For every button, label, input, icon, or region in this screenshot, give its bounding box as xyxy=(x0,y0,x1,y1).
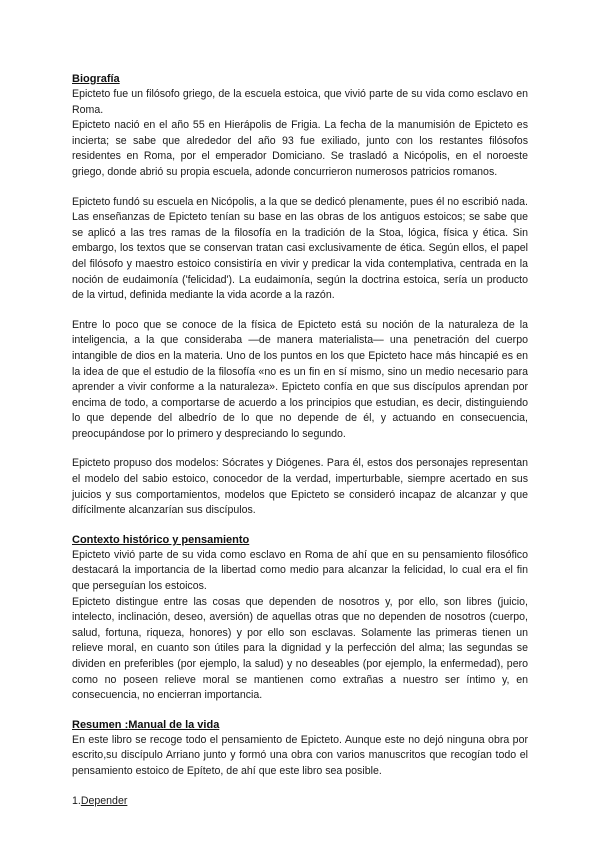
section-contexto xyxy=(72,533,528,704)
numbered-list-item xyxy=(72,794,528,809)
paragraph: Epicteto fue un filósofo griego, de la escuela estoica, que vivió parte de su vida como esclavo en Roma. xyxy=(72,88,528,116)
paragraph: Entre lo poco que se conoce de la física de Epicteto está su noción de la naturaleza de la inteligencia, a la que consideraba —de manera materialista— una penetración del cuerpo intangible de dios en la materia. Uno de los puntos en los que Epicteto hace más hincapié es en la idea de que el estudio de la filosofía «no es un fin en sí mismo, sino un medio necesario para aprender a vivir conforme a la naturaleza». Epicteto confía en que sus discípulos aprendan por encima de todo, a comportarse de acuerdo a los principios que estudian, es decir, distinguiendo lo que depende del albedrío de lo que no depende de él, y actuando en consecuencia, preocupándose por lo primero y despreciando lo segundo. xyxy=(72,318,528,440)
section-heading: Resumen :Manual de la vida xyxy=(72,718,220,731)
section-biografia xyxy=(72,72,528,519)
list-number: 1. xyxy=(72,794,81,807)
paragraph: Epicteto propuso dos modelos: Sócrates y Diógenes. Para él, estos dos personajes representan el modelo del sabio estoico, conocedor de la verdad, imperturbable, siempre acertado en sus juicios y sus comportamientos, modelos que Epicteto se consideró incapaz de alcanzar y que difícilmente alcanzarían sus discípulos. xyxy=(72,457,528,517)
paragraph: En este libro se recoge todo el pensamiento de Epicteto. Aunque este no dejó ninguna obra por escrito,su discípulo Arriano junto y formó una obra con varios manuscritos que recogían todo el pensamiento estoico de Epíteto, de ahí que este libro sea posible. xyxy=(72,733,528,777)
list-item-label: Depender xyxy=(80,794,128,807)
section-heading: Biografía xyxy=(72,73,120,85)
paragraph: Epicteto nació en el año 55 en Hierápolis de Frigia. La fecha de la manumisión de Epicteto es incierta; se sabe que alrededor del año 93 fue exiliado, junto con los restantes filósofos residentes en Roma, por el emperador Domiciano. Se trasladó a Nicópolis, en el noroeste griego, donde abrió su propia escuela, adonde concurrieron numerosos patricios romanos. xyxy=(72,119,528,178)
paragraph: Epicteto vivió parte de su vida como esclavo en Roma de ahí que en su pensamiento filosófico destacará la importancia de la libertad como medio para alcanzar la felicidad, lo cual era el fin que perseguían los estoicos. xyxy=(72,548,528,593)
paragraph: Epicteto distingue entre las cosas que dependen de nosotros y, por ello, son libres (juicio, intelecto, inclinación, deseo, aversión) de aquellas otras que no dependen de nosotros (cuerpo, salud, fortuna, riqueza, honores) y por ello son esclavas. Solamente las primeras tienen un relieve moral, en cuanto son útiles para la dignidad y la perfección del alma; las segundas se dividen en preferibles (por ejemplo, la salud) y no deseables (por ejemplo, la enfermedad), pero como no poseen relieve moral se mantienen como extrañas a nuestro ser íntimo y, en consecuencia, no encierran importancia. xyxy=(72,595,528,702)
section-resumen xyxy=(72,718,528,780)
paragraph: Epicteto fundó su escuela en Nicópolis, a la que se dedicó plenamente, pues él no escribió nada. Las enseñanzas de Epicteto tenían su base en las obras de los antiguos estoicos; se sabe que se aplicó a las tres ramas de la filosofía en la tradición de la Stoa, lógica, física y ética. Sin embargo, los textos que se conservan tratan casi exclusivamente de ética. Según ellos, el papel del filósofo y maestro estoico consistiría en vivir y predicar la vida contemplativa, centrada en la noción de eudaimonía ('felicidad'). La eudaimonía, según la doctrina estoica, sería un producto de la virtud, definida mediante la vida acorde a la razón. xyxy=(72,195,528,302)
section-heading: Contexto histórico y pensamiento xyxy=(72,533,250,546)
